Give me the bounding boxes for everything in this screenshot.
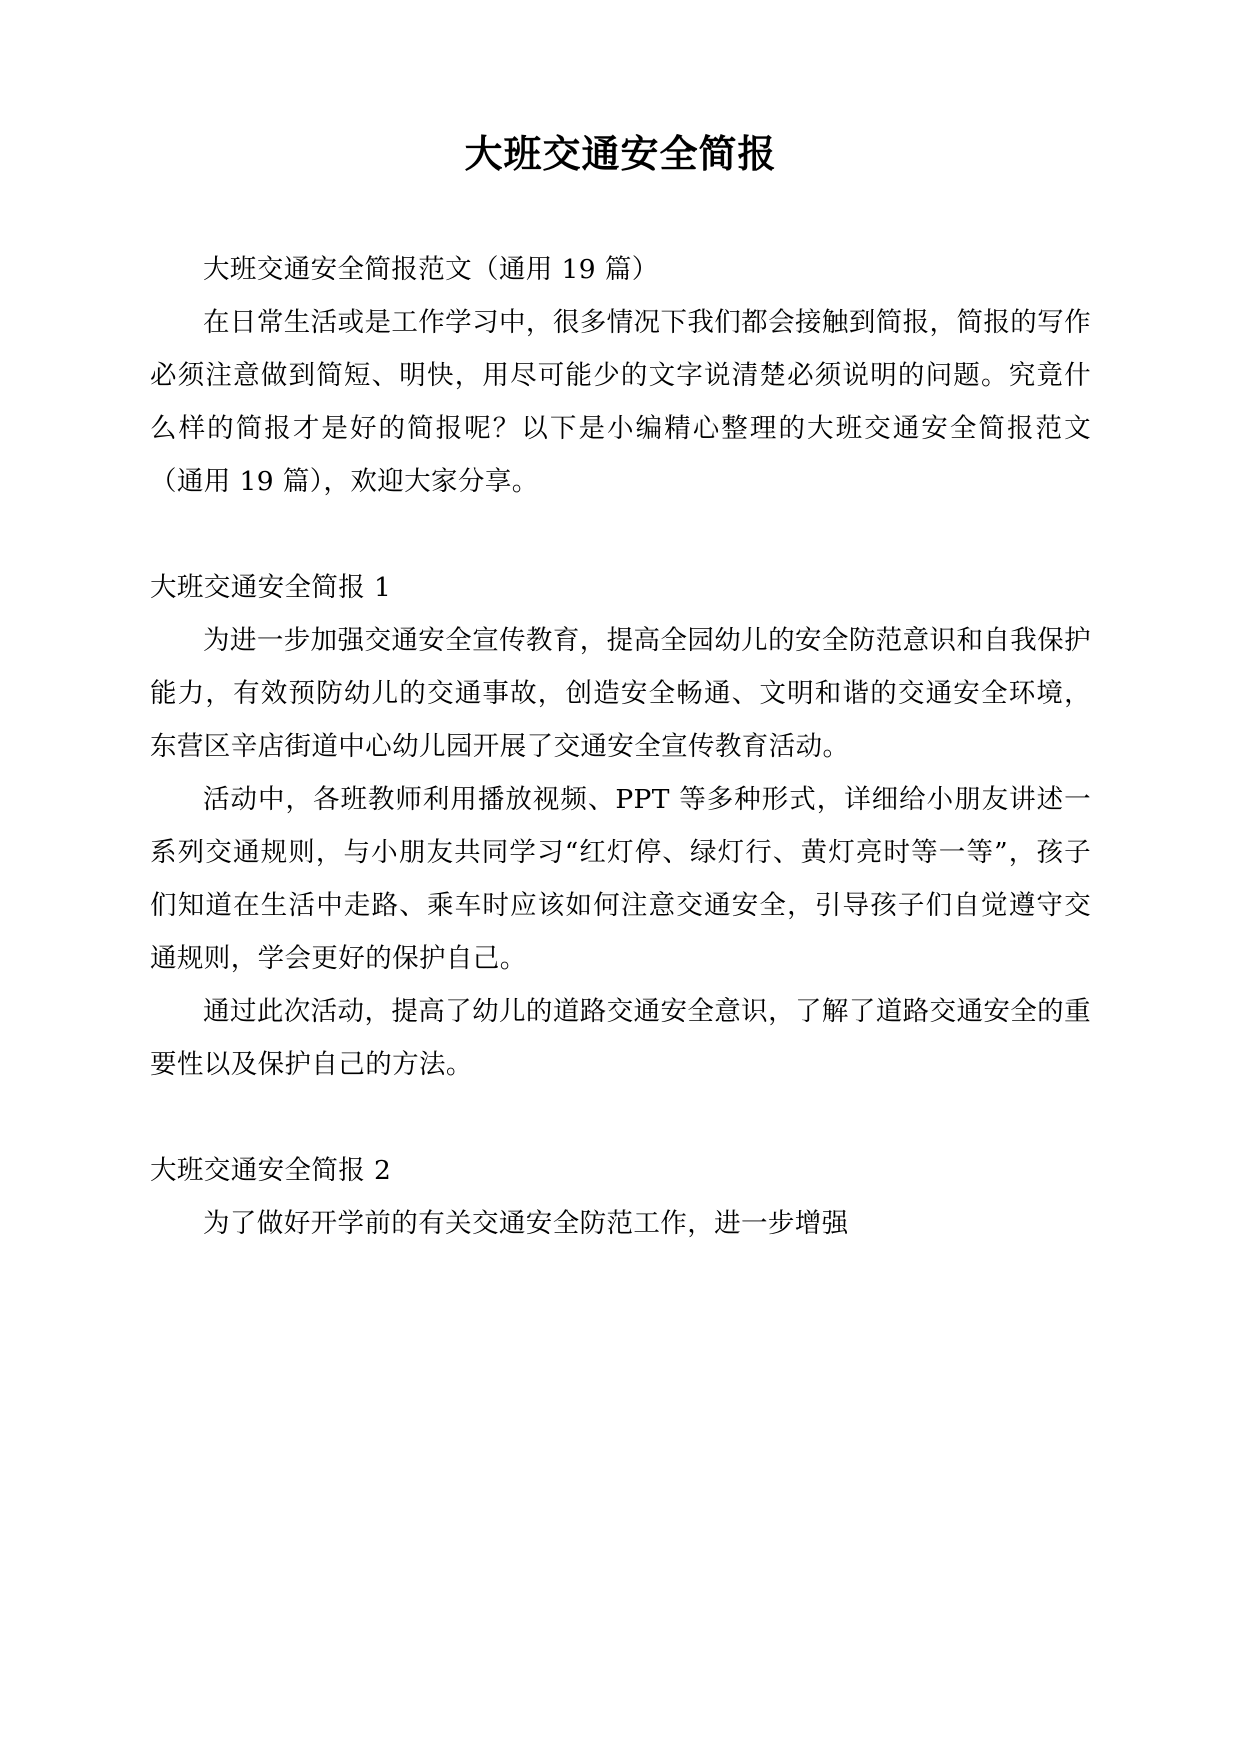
section-2-paragraph-1: 为了做好开学前的有关交通安全防范工作，进一步增强 — [203, 1208, 849, 1240]
section-1-heading: 大班交通安全简报 1 — [150, 572, 392, 604]
section-1-paragraph-3: 通过此次活动，提高了幼儿的道路交通安全意识，了解了道路交通安全的重要性以及保护自己的方法。 — [150, 996, 1091, 1081]
intro-paragraph: 在日常生活或是工作学习中，很多情况下我们都会接触到简报，简报的写作必须注意做到简短、明快，用尽可能少的文字说清楚必须说明的问题。究竟什么样的简报才是好的简报呢？以下是小编精心整理的大班交通安全简报范文（通用 19 篇），欢迎大家分享。 — [150, 307, 1091, 498]
section-2-heading: 大班交通安全简报 2 — [150, 1155, 392, 1187]
section-1-paragraph-1: 为进一步加强交通安全宣传教育，提高全园幼儿的安全防范意识和自我保护能力，有效预防幼儿的交通事故，创造安全畅通、文明和谐的交通安全环境，东营区辛店街道中心幼儿园开展了交通安全宣传教育活动。 — [150, 625, 1091, 763]
section-1-paragraph-2: 活动中，各班教师利用播放视频、PPT 等多种形式，详细给小朋友讲述一系列交通规则，与小朋友共同学习“红灯停、绿灯行、黄灯亮时等一等”，孩子们知道在生活中走路、乘车时应该如何注意交通安全，引导孩子们自觉遵守交通规则，学会更好的保护自己。 — [150, 784, 1091, 975]
document-subtitle: 大班交通安全简报范文（通用 19 篇） — [203, 254, 659, 286]
spacer — [150, 1091, 1091, 1144]
spacer — [150, 508, 1091, 561]
page-title: 大班交通安全简报 — [464, 132, 777, 176]
